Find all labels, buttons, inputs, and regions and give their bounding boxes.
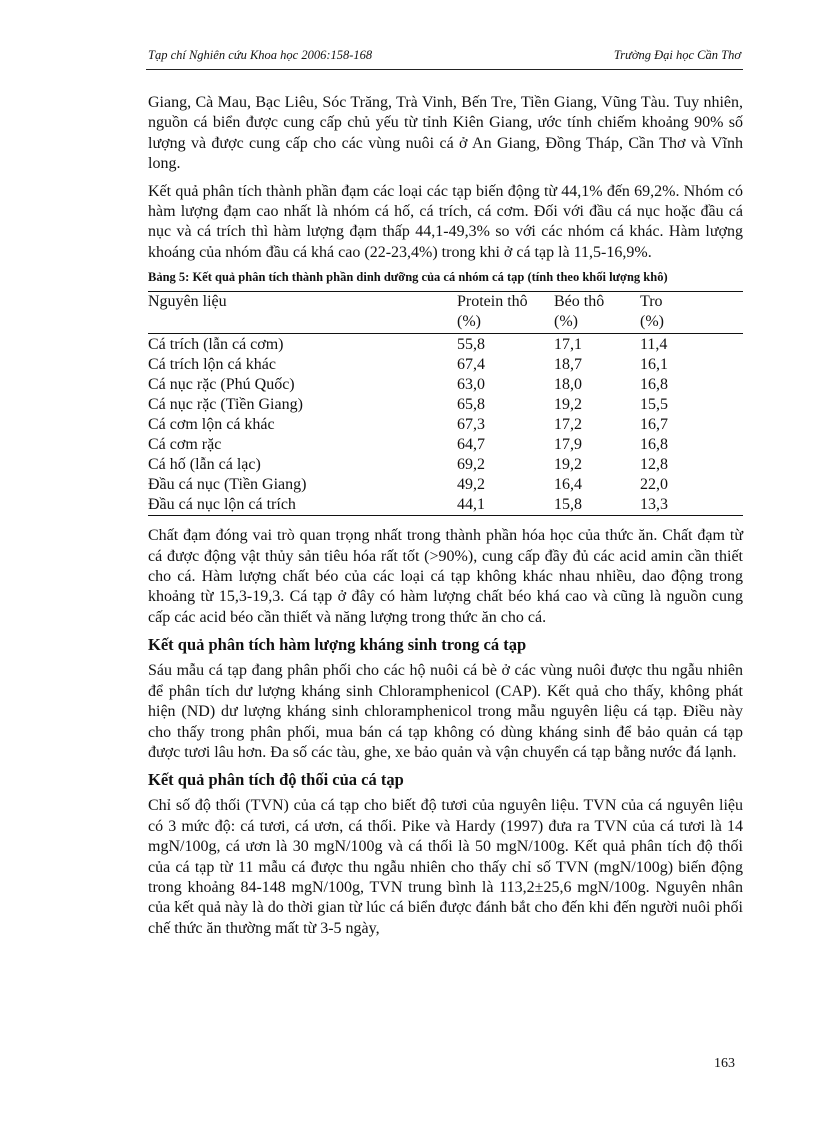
cell-fat: 15,8 [554,496,582,514]
cell-fat: 17,1 [554,336,582,354]
journal-citation: Tạp chí Nghiên cứu Khoa học 2006:158-168 [148,48,373,62]
cell-protein: 67,3 [457,416,485,434]
column-header-fat: Béo thô (%) [554,292,640,334]
table-row [148,395,743,415]
table-row [148,375,743,395]
cell-fat: 16,4 [554,476,582,494]
institution-name: Trường Đại học Cần Thơ [613,48,741,62]
table-header-row [148,292,743,334]
cell-protein: 49,2 [457,476,485,494]
cell-protein: 69,2 [457,456,485,474]
page-body [148,93,743,946]
column-header-protein: Protein thô (%) [457,292,554,334]
paragraph-antibiotic-results: Sáu mẫu cá tạp đang phân phối cho các hộ nuôi cá bè ở các vùng nuôi được thu ngẫu nhiên để phân tích dư lượng kháng sinh Chloramphenicol (CAP). Kết quả cho thấy, không phát hiện (ND) dư lượng kháng sinh chloramphenicol trong mẫu nguyên liệu cá tạp. Điều này cho thấy trong phân phối, mua bán cá tạp không có dùng kháng sinh để bảo quản cá tạp được tươi lâu hơn. Đa số các tàu, ghe, xe bảo quản và vận chuyển cá tạp bằng nước đá lạnh. [148,662,743,761]
column-header-material: Nguyên liệu [148,292,457,334]
page-number: 163 [714,1056,735,1071]
header-rule [146,69,743,70]
cell-ash: 11,4 [640,336,668,354]
cell-ash: 16,8 [640,436,668,454]
paragraph-protein-discussion: Chất đạm đóng vai trò quan trọng nhất trong thành phần hóa học của thức ăn. Chất đạm từ cá được động vật thủy sản tiêu hóa rất tốt (>90%), cung cấp đầy đủ các acid amin cần thiết cho cá. Hàm lượng chất béo của các loại cá tạp không khác nhau nhiều, dao động trong khoảng từ 15,3-19,3. Cá tạp ở đây có hàm lượng chất béo khá cao và cũng là nguồn cung cấp các acid béo cần thiết và năng lượng trong thức ăn cho cá. [148,527,743,626]
cell-protein: 64,7 [457,436,485,454]
table-row [148,435,743,455]
cell-material: Đầu cá nục lộn cá trích [148,496,296,514]
table-row [148,495,743,516]
cell-material: Cá nục rặc (Phú Quốc) [148,376,295,394]
section-heading-tvn: Kết quả phân tích độ thối của cá tạp [148,770,404,790]
table-row [148,334,743,356]
cell-ash: 16,1 [640,356,668,374]
cell-material: Cá nục rặc (Tiền Giang) [148,396,303,414]
cell-protein: 44,1 [457,496,485,514]
cell-protein: 67,4 [457,356,485,374]
cell-ash: 12,8 [640,456,668,474]
paragraph-protein-results: Kết quả phân tích thành phần đạm các loại các tạp biến động từ 44,1% đến 69,2%. Nhóm có hàm lượng đạm cao nhất là nhóm cá hố, cá trích, cá cơm. Đối với đầu cá nục hoặc đầu cá nục và cá trích thì hàm lượng đạm thấp 44,1-49,3% so với các nhóm cá khác. Hàm lượng khoáng của nhóm đầu cá khá cao (22-23,4%) trong khi ở cá tạp là 11,5-16,9%. [148,182,743,261]
cell-fat: 18,0 [554,376,582,394]
cell-ash: 16,8 [640,376,668,394]
cell-material: Cá trích (lẫn cá cơm) [148,336,284,354]
table-row [148,415,743,435]
cell-protein: 63,0 [457,376,485,394]
paragraph-tvn-results: Chỉ số độ thối (TVN) của cá tạp cho biết độ tươi của nguyên liệu. TVN của cá nguyên liệu có 3 mức độ: cá tươi, cá ươn, cá thối. Pike và Hardy (1997) đưa ra TVN của cá tươi là 14 mgN/100g, cá ươn là 30 mgN/100g và cá thối là 50 mgN/100g. Kết quả phân tích độ thối của cá tạp từ 11 mẫu cá được thu ngẫu nhiên cho thấy chỉ số TVN (mgN/100g) biến động trong khoảng 84-148 mgN/100g, TVN trung bình là 113,2±25,6 mgN/100g. Nguyên nhân của kết quả này là do thời gian từ lúc cá biển được đánh bắt cho đến khi đến người nuôi phối chế thức ăn thường mất từ 3-5 ngày, [148,797,743,937]
cell-fat: 19,2 [554,456,582,474]
table-caption: Bảng 5: Kết quả phân tích thành phần dinh dưỡng của cá nhóm cá tạp (tính theo khối lượng khô) [148,270,668,285]
table-row [148,475,743,495]
column-header-ash: Tro (%) [640,292,743,334]
cell-material: Cá cơm lộn cá khác [148,416,275,434]
table-row [148,455,743,475]
running-header [148,48,741,63]
cell-material: Cá hố (lẫn cá lạc) [148,456,261,474]
cell-ash: 16,7 [640,416,668,434]
cell-fat: 18,7 [554,356,582,374]
cell-ash: 15,5 [640,396,668,414]
nutrition-table [148,291,743,516]
cell-material: Cá cơm rặc [148,436,222,454]
cell-ash: 13,3 [640,496,668,514]
cell-fat: 17,9 [554,436,582,454]
cell-ash: 22,0 [640,476,668,494]
section-heading-antibiotic: Kết quả phân tích hàm lượng kháng sinh trong cá tạp [148,635,527,655]
paragraph-fish-sources: Giang, Cà Mau, Bạc Liêu, Sóc Trăng, Trà Vinh, Bến Tre, Tiền Giang, Vũng Tàu. Tuy nhiên, nguồn cá biển được cung cấp chủ yếu từ tỉnh Kiên Giang, ước tính chiếm khoảng 90% số lượng và được cung cấp cho các vùng nuôi cá ở An Giang, Đồng Tháp, Cần Thơ và Vĩnh long. [148,94,743,173]
cell-fat: 17,2 [554,416,582,434]
cell-fat: 19,2 [554,396,582,414]
cell-protein: 65,8 [457,396,485,414]
cell-material: Đầu cá nục (Tiền Giang) [148,476,307,494]
cell-protein: 55,8 [457,336,485,354]
cell-material: Cá trích lộn cá khác [148,356,276,374]
table-row [148,355,743,375]
